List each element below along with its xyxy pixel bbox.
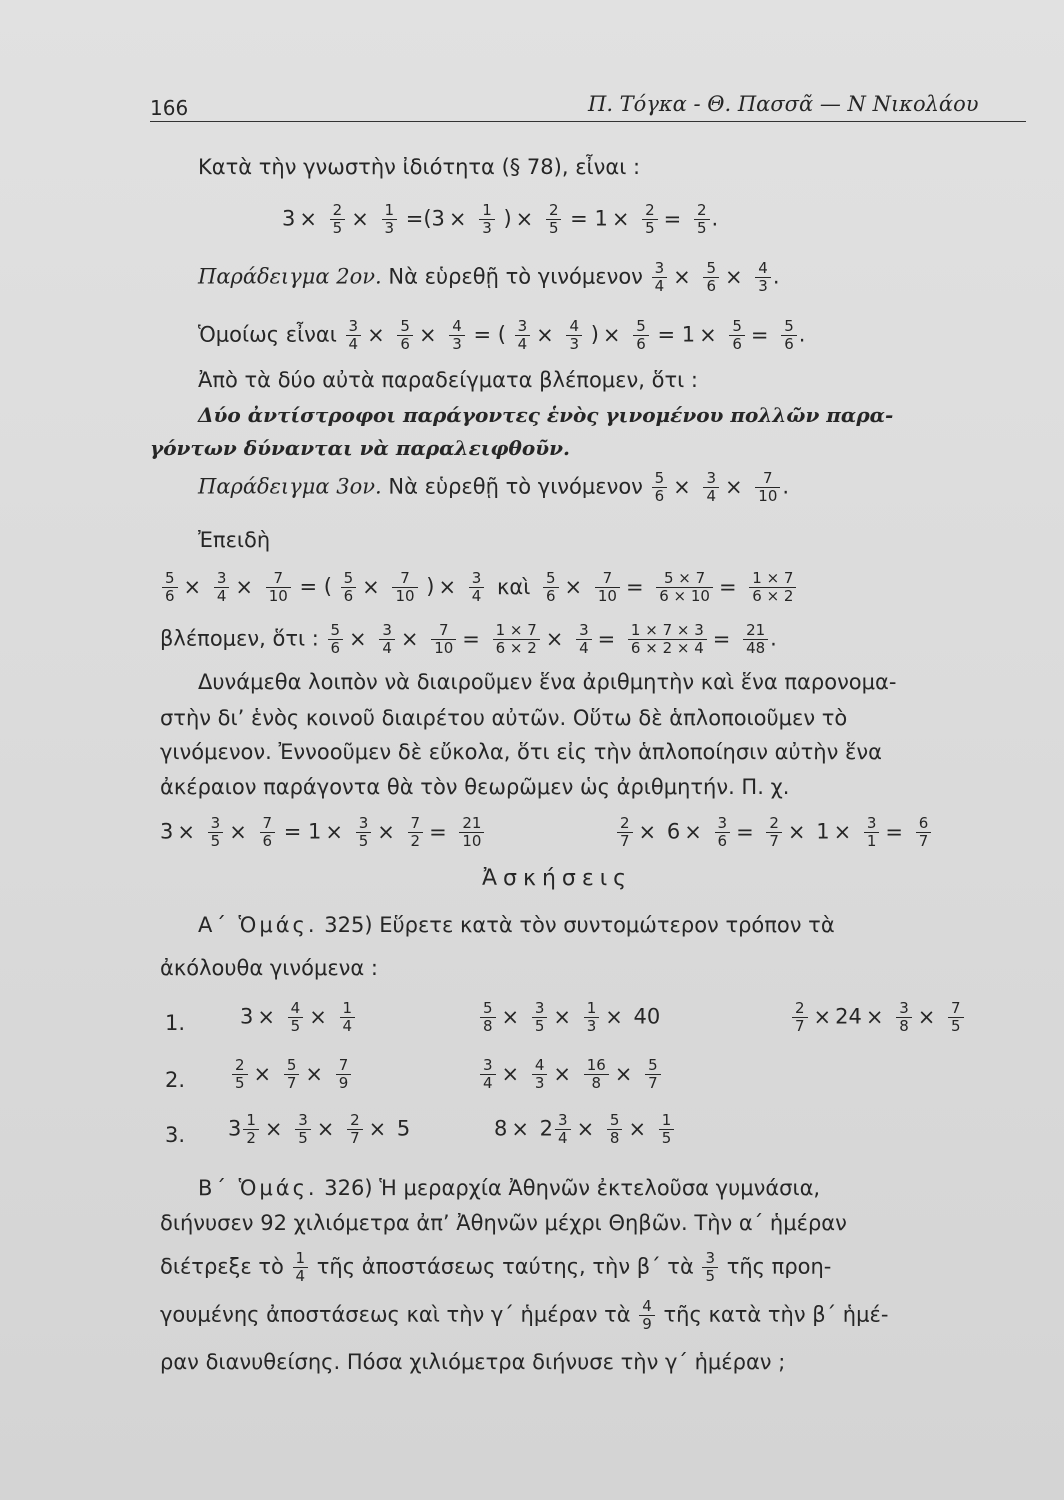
intro-eq-period: . [711, 206, 719, 231]
r2c2-frac-4: $\frac{5}{7}$ [645, 1057, 661, 1092]
intro-frac-6: $\frac{2}{5}$ [694, 202, 710, 237]
group-b-text-3c: τῆς προη- [726, 1254, 832, 1279]
ex3r2-frac-1: $\frac{5}{6}$ [328, 622, 344, 657]
r1c3-frac-1: $\frac{2}{7}$ [792, 1000, 808, 1035]
exercise-row-3-num: 3. [165, 1123, 186, 1147]
ex3r2-frac-4: $\frac{1 \times 7}{6 \times 2}$ [493, 622, 540, 657]
example2-frac-2: $\frac{5}{6}$ [703, 260, 719, 295]
px-left-one: = 1 [283, 819, 322, 844]
intro-frac-1: $\frac{2}{5}$ [330, 202, 346, 237]
exercise-row-1-col-1: 3 × $\frac{4}{5}$ × $\frac{1}{4}$ [240, 1000, 357, 1035]
r3c1-whole: 3 [228, 1116, 242, 1141]
r1c3-frac-3: $\frac{7}{5}$ [948, 1000, 964, 1035]
r3c2-frac-1: $\frac{3}{4}$ [555, 1112, 571, 1147]
paragraph-line-2: στὴν δι’ ἑνὸς κοινοῦ διαιρέτου αὐτῶν. Οὕτω δὲ ἁπλοποιοῦμεν τὸ [160, 706, 848, 730]
px-left-frac-5: $\frac{21}{10}$ [459, 815, 484, 850]
example3-since: Ἐπειδὴ [198, 528, 271, 552]
group-b-label: Β΄ Ὁμάς. [198, 1176, 318, 1200]
px-right-one: 1 [816, 819, 830, 844]
r3c1-integer: 5 [396, 1116, 411, 1141]
exercise-row-1-num: 1. [165, 1011, 186, 1035]
group-b-line-1 [198, 1178, 820, 1199]
paragraph-line-3: γινόμενον. Ἐννοοῦμεν δὲ εὔκολα, ὅτι εἰς τὴν ἁπλοποίησιν αὐτὴν ἕνα [160, 740, 882, 764]
similarly-frac-5: $\frac{4}{3}$ [566, 318, 582, 353]
ex3r1-frac-6: $\frac{3}{4}$ [469, 570, 485, 605]
intro-line: Κατὰ τὴν γνωστὴν ἰδιότητα (§ 78), εἶναι : [198, 155, 641, 179]
r2c2-frac-1: $\frac{3}{4}$ [480, 1057, 496, 1092]
exercise-row-1-col-3: $\frac{2}{7}$ × 24 × $\frac{3}{8}$ × $\frac{7}{5}$ [790, 1000, 966, 1035]
r2c1-frac-2: $\frac{5}{7}$ [284, 1057, 300, 1092]
ex3r1-frac-9: $\frac{5 \times 7}{6 \times 10}$ [656, 570, 713, 605]
header-rule [150, 121, 1026, 122]
example3-period: . [782, 474, 790, 499]
px-left-frac-3: $\frac{3}{5}$ [356, 815, 372, 850]
similarly-frac-7: $\frac{5}{6}$ [729, 318, 745, 353]
intro-eq-integer: 3 [282, 206, 296, 231]
similarly-lparen: = ( [473, 322, 506, 347]
px-right-frac-1: $\frac{2}{7}$ [617, 815, 633, 850]
similarly-rparen: ) [590, 322, 599, 347]
intro-eq-one: = 1 [570, 206, 608, 231]
ex3r1-frac-5: $\frac{7}{10}$ [392, 570, 417, 605]
r2c1-frac-1: $\frac{2}{5}$ [232, 1057, 248, 1092]
r1c3-integer: 24 [835, 1004, 862, 1029]
ex3r1-rparen: ) [426, 574, 435, 599]
ex3r1-and: καὶ [496, 574, 531, 599]
rule-line-2: γόντων δύνανται νὰ παραλειφθοῦν. [150, 436, 570, 460]
ex3r2-period: . [770, 626, 777, 651]
example2-label: Παράδειγμα 2ον. [198, 264, 382, 289]
r3c1-frac-2: $\frac{3}{5}$ [295, 1112, 311, 1147]
px-example-left: 3 × $\frac{3}{5}$ × $\frac{7}{6}$ = 1 × $\frac{3}{5}$ × $\frac{7}{2}$ = $\frac{21}{10}$ [160, 815, 486, 850]
similarly-frac-4: $\frac{3}{4}$ [515, 318, 531, 353]
group-b-line-3 [160, 1250, 831, 1285]
group-b-text-3b: τῆς ἀποστάσεως ταύτης, τὴν β΄ τὰ [316, 1254, 694, 1279]
rule-line-1: Δύο ἀντίστροφοι παράγοντες ἑνὸς γινομένου πολλῶν παρα- [198, 403, 894, 427]
group-b-text-4a: γουμένης ἀποστάσεως καὶ τὴν γ΄ ἡμέραν τὰ [160, 1302, 631, 1327]
intro-frac-3: $\frac{1}{3}$ [479, 202, 495, 237]
page-number: 166 [150, 96, 189, 120]
group-b-text-1: 326) Ἡ μεραρχία Ἀθηνῶν ἐκτελοῦσα γυμνάσια, [324, 1176, 821, 1200]
group-b-text-3a: διέτρεξε τὸ [160, 1254, 284, 1279]
similarly-frac-6: $\frac{5}{6}$ [633, 318, 649, 353]
ex3r1-frac-3: $\frac{7}{10}$ [266, 570, 291, 605]
ex3r1-frac-2: $\frac{3}{4}$ [214, 570, 230, 605]
ex3r2-frac-2: $\frac{3}{4}$ [379, 622, 395, 657]
group-a-line [198, 915, 835, 936]
px-right-frac-3: $\frac{2}{7}$ [766, 815, 782, 850]
r3c1-frac-3: $\frac{2}{7}$ [347, 1112, 363, 1147]
group-b-line-5: ραν διανυθείσης. Πόσα χιλιόμετρα διήνυσε τὴν γ΄ ἡμέραν ; [160, 1350, 786, 1374]
similarly-text: Ὁμοίως εἶναι [198, 322, 337, 347]
paragraph-line-1: Δυνάμεθα λοιπὸν νὰ διαιροῦμεν ἕνα ἀριθμητὴν καὶ ἕνα παρονομα- [198, 670, 897, 694]
group-a-line-2: ἀκόλουθα γινόμενα : [160, 956, 379, 980]
example3-frac-1: $\frac{5}{6}$ [652, 470, 668, 505]
px-right-frac-4: $\frac{3}{1}$ [864, 815, 880, 850]
r2c2-frac-2: $\frac{4}{3}$ [532, 1057, 548, 1092]
px-left-frac-1: $\frac{3}{5}$ [208, 815, 224, 850]
group-b-line-2: διήνυσεν 92 χιλιόμετρα ἀπ’ Ἀθηνῶν μέχρι Θηβῶν. Τὴν α΄ ἡμέραν [160, 1211, 847, 1235]
example2-period: . [772, 264, 780, 289]
similarly-frac-2: $\frac{5}{6}$ [397, 318, 413, 353]
px-right-integer: 6 [666, 819, 681, 844]
running-header: Π. Τόγκα - Θ. Πασσᾶ — Ν Νικολάου [588, 92, 979, 116]
similarly-frac-1: $\frac{3}{4}$ [346, 318, 362, 353]
group-b-text-4b: τῆς κατὰ τὴν β΄ ἡμέ- [663, 1302, 889, 1327]
intro-frac-2: $\frac{1}{3}$ [382, 202, 398, 237]
ex3r2-frac-5: $\frac{3}{4}$ [576, 622, 592, 657]
intro-frac-4: $\frac{2}{5}$ [546, 202, 562, 237]
group-b-line-4 [160, 1298, 888, 1333]
r1c1-integer: 3 [240, 1004, 254, 1029]
ex3r1-frac-7: $\frac{5}{6}$ [543, 570, 559, 605]
exercise-row-2-num: 2. [165, 1068, 186, 1092]
px-right-frac-5: $\frac{6}{7}$ [916, 815, 932, 850]
example3-row1: $\frac{5}{6}$ × $\frac{3}{4}$ × $\frac{7}{10}$ = ( $\frac{5}{6}$ × $\frac{7}{10}$ ) × $\frac{3}{4}$ καὶ $\frac{5}{6}$ × $\frac{7}{10}$ = $\frac{5 \times 7}{6 \times 10}$ = $\frac{1 \times 7}{6 \times 2}$ [160, 570, 798, 605]
exercise-row-2-col-2: $\frac{3}{4}$ × $\frac{4}{3}$ × $\frac{16}{8}$ × $\frac{5}{7}$ [478, 1057, 663, 1092]
exercise-row-3-col-2: 8 × 2 $\frac{3}{4}$ × $\frac{5}{8}$ × $\frac{1}{5}$ [494, 1112, 676, 1147]
similarly-one: = 1 [657, 322, 696, 347]
px-left-integer: 3 [160, 819, 174, 844]
px-example-right: $\frac{2}{7}$ × 6 × $\frac{3}{6}$ = $\frac{2}{7}$ × 1 × $\frac{3}{1}$ = $\frac{6}{7}$ [615, 815, 933, 850]
ex3r1-frac-8: $\frac{7}{10}$ [595, 570, 620, 605]
intro-eq-paren: ) [503, 206, 512, 231]
similarly-frac-8: $\frac{5}{6}$ [781, 318, 797, 353]
paragraph-line-4: ἀκέραιον παράγοντα θὰ τὸν θεωρῶμεν ὡς ἀριθμητήν. Π. χ. [160, 775, 790, 799]
exercise-row-1-col-2: $\frac{5}{8}$ × $\frac{3}{5}$ × $\frac{1}{3}$ × 40 [478, 1000, 660, 1035]
group-a-label: Α΄ Ὁμάς. [198, 913, 318, 937]
r1c2-frac-2: $\frac{3}{5}$ [532, 1000, 548, 1035]
r3c2-whole: 2 [539, 1116, 554, 1141]
ex3r2-frac-3: $\frac{7}{10}$ [431, 622, 456, 657]
ex3r1-frac-4: $\frac{5}{6}$ [341, 570, 357, 605]
r2c2-frac-3: $\frac{16}{8}$ [584, 1057, 609, 1092]
r2c1-frac-3: $\frac{7}{9}$ [336, 1057, 352, 1092]
group-a-text: 325) Εὕρετε κατὰ τὸν συντομώτερον τρόπον τὰ [324, 913, 835, 937]
r1c1-frac-1: $\frac{4}{5}$ [288, 1000, 304, 1035]
observation-text: Ἀπὸ τὰ δύο αὐτὰ παραδείγματα βλέπομεν, ὅτι : [198, 368, 698, 392]
intro-eq-part: =(3 [405, 206, 445, 231]
example2-frac-3: $\frac{4}{3}$ [755, 260, 771, 295]
ex3r2-frac-6: $\frac{1 \times 7 \times 3}{6 \times 2 \times 4}$ [628, 622, 707, 657]
example3-row2: βλέπομεν, ὅτι : $\frac{5}{6}$ × $\frac{3}{4}$ × $\frac{7}{10}$ = $\frac{1 \times 7}{6 \times 2}$ × $\frac{3}{4}$ = $\frac{1 \times 7 \times 3}{6 \times 2 \times 4}$ = $\frac{21}{48}$ . [160, 621, 777, 657]
example3-label: Παράδειγμα 3ον. [198, 474, 382, 499]
example3-text: Νὰ εὑρεθῇ τὸ γινόμενον [388, 474, 643, 499]
px-left-frac-4: $\frac{7}{2}$ [408, 815, 424, 850]
exercise-row-3-col-1: 3 $\frac{1}{2}$ × $\frac{3}{5}$ × $\frac{2}{7}$ × 5 [228, 1111, 411, 1147]
ex3r1-frac-1: $\frac{5}{6}$ [162, 570, 178, 605]
example2-line: Παράδειγμα 2ον. Νὰ εὑρεθῇ τὸ γινόμενον $\frac{3}{4}$ × $\frac{5}{6}$ × $\frac{4}{3}$ . [198, 259, 780, 295]
r1c2-integer: 40 [633, 1004, 661, 1029]
example3-frac-3: $\frac{7}{10}$ [755, 470, 780, 505]
r3c2-integer: 8 [494, 1116, 508, 1141]
r3c1-frac-1: $\frac{1}{2}$ [243, 1112, 259, 1147]
ex3r1-lparen: = ( [299, 574, 332, 599]
similarly-frac-3: $\frac{4}{3}$ [449, 318, 465, 353]
example2-frac-1: $\frac{3}{4}$ [652, 260, 668, 295]
ex3r1-frac-10: $\frac{1 \times 7}{6 \times 2}$ [749, 570, 796, 605]
example2-text: Νὰ εὑρεθῇ τὸ γινόμενον [388, 264, 643, 289]
r3c2-frac-2: $\frac{5}{8}$ [607, 1112, 623, 1147]
intro-equation: 3 × $\frac{2}{5}$ × $\frac{1}{3}$ =(3 × $\frac{1}{3}$ ) × $\frac{2}{5}$ = 1 × $\frac{2}{5}$ = $\frac{2}{5}$ . [282, 201, 719, 237]
r1c1-frac-2: $\frac{1}{4}$ [340, 1000, 356, 1035]
similarly-period: . [798, 322, 806, 347]
similarly-line: Ὁμοίως εἶναι $\frac{3}{4}$ × $\frac{5}{6}$ × $\frac{4}{3}$ = ( $\frac{3}{4}$ × $\frac{4}{3}$ ) × $\frac{5}{6}$ = 1 × $\frac{5}{6}$ = $\frac{5}{6}$ . [198, 317, 806, 353]
exercises-title: Ἀσκήσεις [482, 866, 633, 891]
r3c2-frac-3: $\frac{1}{5}$ [659, 1112, 675, 1147]
ex3r2-text: βλέπομεν, ὅτι : [160, 626, 319, 651]
group-b-frac-3: $\frac{4}{9}$ [639, 1298, 655, 1333]
r1c2-frac-1: $\frac{5}{8}$ [480, 1000, 496, 1035]
r1c2-frac-3: $\frac{1}{3}$ [584, 1000, 600, 1035]
px-left-frac-2: $\frac{7}{6}$ [260, 815, 276, 850]
group-b-frac-1: $\frac{1}{4}$ [293, 1250, 309, 1285]
example3-frac-2: $\frac{3}{4}$ [703, 470, 719, 505]
group-b-frac-2: $\frac{3}{5}$ [702, 1250, 718, 1285]
exercise-row-2-col-1: $\frac{2}{5}$ × $\frac{5}{7}$ × $\frac{7}{9}$ [230, 1057, 353, 1092]
px-right-frac-2: $\frac{3}{6}$ [715, 815, 731, 850]
intro-frac-5: $\frac{2}{5}$ [642, 202, 658, 237]
ex3r2-frac-7: $\frac{21}{48}$ [743, 622, 768, 657]
example3-line: Παράδειγμα 3ον. Νὰ εὑρεθῇ τὸ γινόμενον $\frac{5}{6}$ × $\frac{3}{4}$ × $\frac{7}{10}$ . [198, 469, 790, 505]
r1c3-frac-2: $\frac{3}{8}$ [896, 1000, 912, 1035]
